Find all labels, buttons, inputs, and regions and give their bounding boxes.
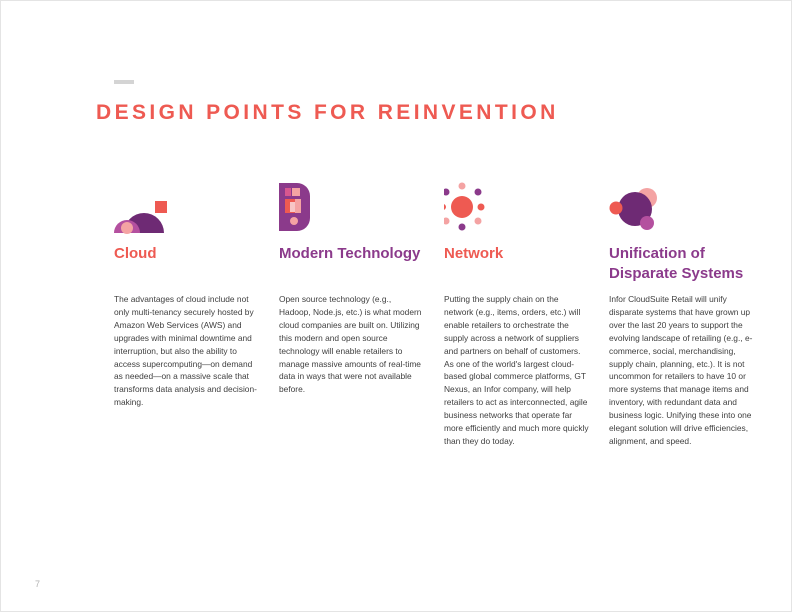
- unification-heading: Unification of Disparate Systems: [609, 245, 744, 282]
- network-heading: Network: [444, 245, 504, 262]
- cloud-body: The advantages of cloud include not only multi-tenancy securely hosted by Amazon Web Services (AWS) and upgrades with minimal downtime and interruption, but also the ability to access supercomputing—on demand as needed—on a massive scale that transforms data analysis and decision-making.: [114, 294, 257, 408]
- modern-technology-icon: [279, 180, 339, 236]
- network-icon: [444, 180, 504, 236]
- unification-body: Infor CloudSuite Retail will unify disparate systems that have grown up over the last 20 years to support the evolving landscape of retailing (e.g., e-commerce, social, merchandising, supply chain, planning, etc.). It is not uncommon for retailers to have 10 or more systems that manage items and inventory, with redundant data and business logic. Unifying these into one elegant solution will drive efficiencies, alignment, and speed.: [609, 294, 753, 446]
- network-body: Putting the supply chain on the network (e.g., items, orders, etc.) will enable retailers to orchestrate the supply across a network of suppliers and partners on behalf of customers. As one of the world's largest cloud-based global commerce platforms, GT Nexus, an Infor company, will help retailers to act as interconnected, agile business networks that operate far more efficiently and much more quickly than they do today.: [444, 294, 589, 446]
- cloud-heading: Cloud: [114, 245, 157, 262]
- page-number: 7: [35, 579, 41, 589]
- modern-technology-heading: Modern Technology: [279, 245, 421, 262]
- unification-icon: [609, 180, 669, 236]
- page-title: DESIGN POINTS FOR REINVENTION: [96, 101, 559, 124]
- cloud-icon: [114, 180, 174, 236]
- modern-technology-body: Open source technology (e.g., Hadoop, Node.js, etc.) is what modern cloud companies are built on. Utilizing this modern and open source technology will enable retailers to manage massive amounts of real-time data in ways that were not available before.: [279, 294, 422, 395]
- accent-bar: [114, 80, 134, 84]
